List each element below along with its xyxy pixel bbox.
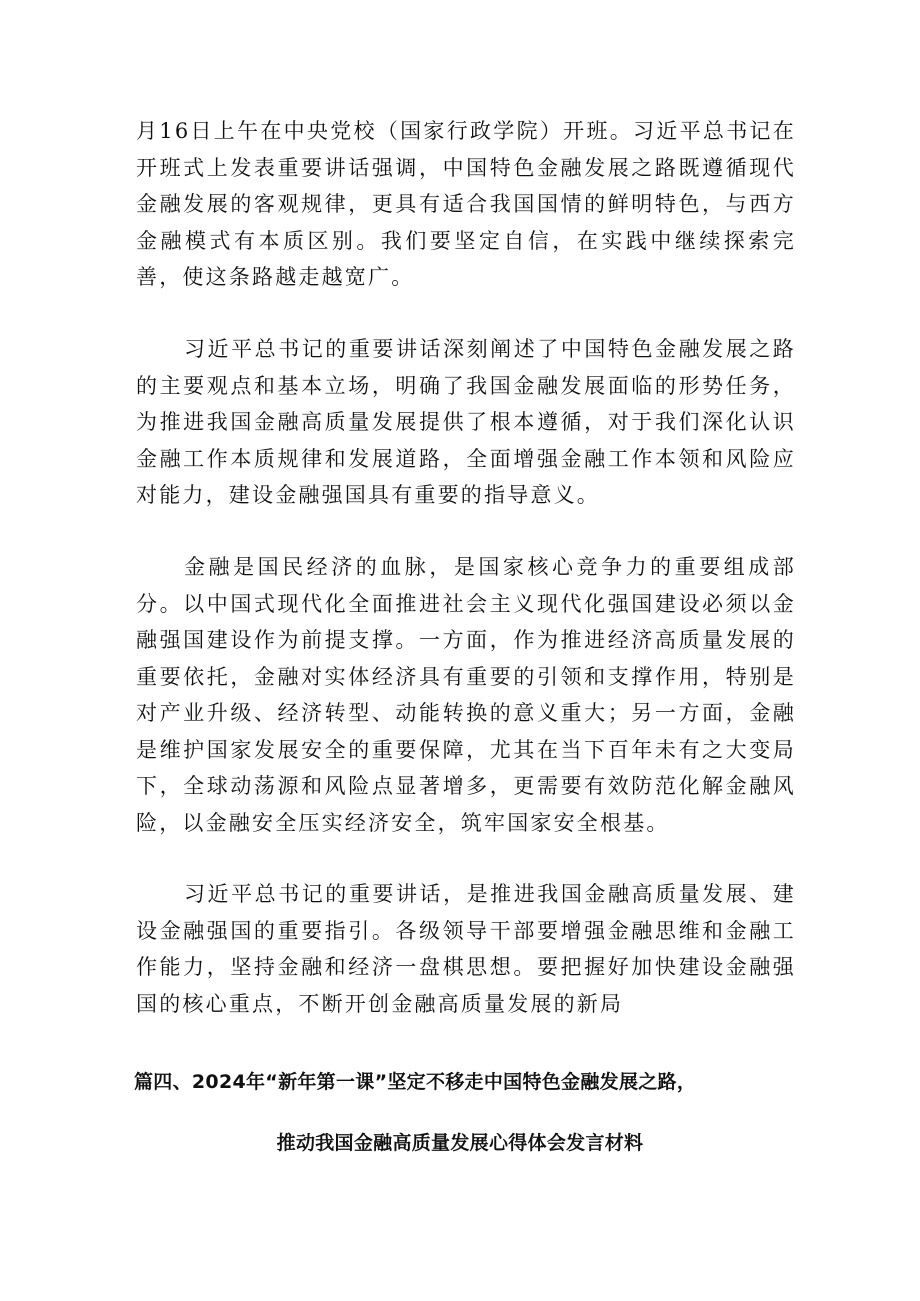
paragraph-3: 金融是国民经济的血脉，是国家核心竞争力的重要组成部分。以中国式现代化全面推进社会主义现代化强国建设必须以金融强国建设作为前提支撑。一方面，作为推进经济高质量发展的重要依托，金融对实体经济具有重要的引领和支撑作用，特别是对产业升级、经济转型、动能转换的意义重大；另一方面，金融是维护国家发展安全的重要保障，尤其在当下百年未有之大变局下，全球动荡源和风险点显著增多，更需要有效防范化解金融风险，以金融安全压实经济安全，筑牢国家安全根基。 bbox=[136, 555, 796, 835]
paragraph-1: 月16日上午在中央党校（国家行政学院）开班。习近平总书记在开班式上发表重要讲话强调，中国特色金融发展之路既遵循现代金融发展的客观规律，更具有适合我国国情的鲜明特色，与西方金融模式有本质区别。我们要坚定自信，在实践中继续探索完善，使这条路越走越宽广。 bbox=[136, 119, 796, 289]
section-heading-line-1: 篇四、2024年“新年第一课”坚定不移走中国特色金融发展之路， bbox=[134, 1071, 697, 1093]
paragraph-2: 习近平总书记的重要讲话深刻阐述了中国特色金融发展之路的主要观点和基本立场，明确了我国金融发展面临的形势任务，为推进我国金融高质量发展提供了根本遵循，对于我们深化认识金融工作本质规律和发展道路，全面增强金融工作本领和风险应对能力，建设金融强国具有重要的指导意义。 bbox=[136, 337, 796, 507]
paragraph-4: 习近平总书记的重要讲话，是推进我国金融高质量发展、建设金融强国的重要指引。各级领导干部要增强金融思维和金融工作能力，坚持金融和经济一盘棋思想。要把握好加快建设金融强国的核心重点，不断开创金融高质量发展的新局 bbox=[136, 882, 796, 1016]
section-heading-line-2: 推动我国金融高质量发展心得体会发言材料 bbox=[276, 1132, 644, 1154]
